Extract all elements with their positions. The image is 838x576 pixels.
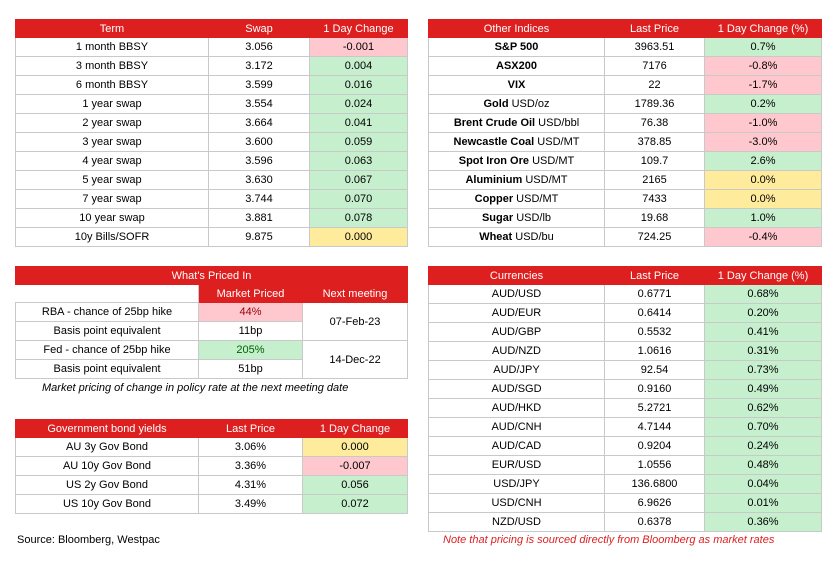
swap-table bbox=[15, 19, 408, 247]
rba-bp-label: Basis point equivalent bbox=[16, 322, 199, 341]
bond-row bbox=[16, 457, 408, 476]
swap-change: 0.078 bbox=[310, 209, 408, 228]
index-price: 3963.51 bbox=[605, 38, 705, 57]
bonds-header-name: Government bond yields bbox=[16, 420, 199, 438]
indices-header-name: Other Indices bbox=[429, 20, 605, 38]
swap-term: 10 year swap bbox=[16, 209, 209, 228]
currency-change: 0.62% bbox=[705, 399, 822, 418]
index-row bbox=[429, 133, 822, 152]
currency-pair: AUD/USD bbox=[429, 285, 605, 304]
currency-price: 0.6378 bbox=[605, 513, 705, 532]
index-name: Copper bbox=[474, 193, 514, 205]
index-change: 0.0% bbox=[705, 190, 822, 209]
swap-row bbox=[16, 38, 408, 57]
currency-change: 0.49% bbox=[705, 380, 822, 399]
swap-change: 0.059 bbox=[310, 133, 408, 152]
currency-pair: AUD/JPY bbox=[429, 361, 605, 380]
index-change: 0.2% bbox=[705, 95, 822, 114]
index-name-cell bbox=[429, 76, 605, 95]
currency-pair: AUD/SGD bbox=[429, 380, 605, 399]
index-name-cell bbox=[429, 228, 605, 247]
index-row bbox=[429, 228, 822, 247]
swap-term: 3 year swap bbox=[16, 133, 209, 152]
fed-bp-label: Basis point equivalent bbox=[16, 360, 199, 379]
bond-yields-body bbox=[16, 438, 408, 514]
index-name: ASX200 bbox=[496, 60, 537, 72]
swap-change: 0.024 bbox=[310, 95, 408, 114]
bond-row bbox=[16, 495, 408, 514]
currency-row bbox=[429, 513, 822, 532]
swap-row bbox=[16, 95, 408, 114]
index-row bbox=[429, 190, 822, 209]
currency-change: 0.68% bbox=[705, 285, 822, 304]
currency-row bbox=[429, 342, 822, 361]
bond-row bbox=[16, 476, 408, 495]
currency-row bbox=[429, 456, 822, 475]
currency-change: 0.24% bbox=[705, 437, 822, 456]
index-unit: USD/lb bbox=[513, 212, 552, 224]
swap-row bbox=[16, 76, 408, 95]
swap-row bbox=[16, 57, 408, 76]
currency-change: 0.01% bbox=[705, 494, 822, 513]
index-name-cell bbox=[429, 190, 605, 209]
currency-change: 0.41% bbox=[705, 323, 822, 342]
index-name: Brent Crude Oil bbox=[453, 117, 536, 129]
indices-header-change: 1 Day Change (%) bbox=[705, 20, 822, 38]
fed-chance-label: Fed - chance of 25bp hike bbox=[16, 341, 199, 360]
swap-term: 6 month BBSY bbox=[16, 76, 209, 95]
index-price: 109.7 bbox=[605, 152, 705, 171]
index-unit: USD/bbl bbox=[535, 117, 580, 129]
index-name-cell bbox=[429, 95, 605, 114]
swap-change: 0.041 bbox=[310, 114, 408, 133]
swap-value: 3.596 bbox=[209, 152, 310, 171]
swap-value: 3.744 bbox=[209, 190, 310, 209]
currency-price: 5.2721 bbox=[605, 399, 705, 418]
bond-name: AU 10y Gov Bond bbox=[16, 457, 199, 476]
index-row bbox=[429, 95, 822, 114]
swap-change: 0.070 bbox=[310, 190, 408, 209]
currency-pair: AUD/NZD bbox=[429, 342, 605, 361]
source-note: Source: Bloomberg, Westpac bbox=[17, 534, 160, 546]
swap-change: -0.001 bbox=[310, 38, 408, 57]
swap-value: 3.630 bbox=[209, 171, 310, 190]
currency-price: 0.6771 bbox=[605, 285, 705, 304]
swap-value: 3.554 bbox=[209, 95, 310, 114]
bond-price: 4.31% bbox=[199, 476, 303, 495]
fed-next-meeting: 14-Dec-22 bbox=[303, 341, 408, 379]
swap-header-term: Term bbox=[16, 20, 209, 38]
index-name: Gold bbox=[483, 98, 509, 110]
index-name: Newcastle Coal bbox=[453, 136, 535, 148]
index-price: 22 bbox=[605, 76, 705, 95]
index-change: -0.8% bbox=[705, 57, 822, 76]
swap-change: 0.004 bbox=[310, 57, 408, 76]
index-name: Aluminium bbox=[465, 174, 523, 186]
currency-row bbox=[429, 285, 822, 304]
swap-term: 4 year swap bbox=[16, 152, 209, 171]
index-name-cell bbox=[429, 114, 605, 133]
currency-price: 6.9626 bbox=[605, 494, 705, 513]
bond-row bbox=[16, 438, 408, 457]
currency-pair: AUD/CAD bbox=[429, 437, 605, 456]
index-price: 378.85 bbox=[605, 133, 705, 152]
currencies-table bbox=[428, 266, 822, 532]
rba-next-meeting: 07-Feb-23 bbox=[303, 303, 408, 341]
currency-price: 0.9160 bbox=[605, 380, 705, 399]
index-unit: USD/bu bbox=[512, 231, 554, 243]
index-row bbox=[429, 76, 822, 95]
currencies-header-price: Last Price bbox=[605, 267, 705, 285]
currency-change: 0.36% bbox=[705, 513, 822, 532]
currency-price: 4.7144 bbox=[605, 418, 705, 437]
index-unit: USD/MT bbox=[529, 155, 575, 167]
index-name-cell bbox=[429, 38, 605, 57]
index-name-cell bbox=[429, 57, 605, 76]
bond-name: US 2y Gov Bond bbox=[16, 476, 199, 495]
priced-in-table bbox=[15, 266, 408, 379]
currency-row bbox=[429, 361, 822, 380]
swap-value: 3.881 bbox=[209, 209, 310, 228]
index-name: VIX bbox=[507, 79, 526, 91]
currency-row bbox=[429, 494, 822, 513]
currency-row bbox=[429, 323, 822, 342]
rba-chance-row bbox=[16, 303, 408, 322]
currencies-table-body bbox=[429, 285, 822, 532]
index-row bbox=[429, 171, 822, 190]
index-price: 1789.36 bbox=[605, 95, 705, 114]
currency-pair: AUD/EUR bbox=[429, 304, 605, 323]
fed-chance-value: 205% bbox=[199, 341, 303, 360]
index-price: 724.25 bbox=[605, 228, 705, 247]
index-row bbox=[429, 57, 822, 76]
bond-change: -0.007 bbox=[303, 457, 408, 476]
currency-pair: AUD/GBP bbox=[429, 323, 605, 342]
currency-row bbox=[429, 380, 822, 399]
swap-header-swap: Swap bbox=[209, 20, 310, 38]
index-unit: USD/MT bbox=[522, 174, 568, 186]
indices-table-body bbox=[429, 38, 822, 247]
priced-in-blank-header bbox=[16, 285, 199, 303]
bond-change: 0.000 bbox=[303, 438, 408, 457]
currency-row bbox=[429, 418, 822, 437]
currency-price: 92.54 bbox=[605, 361, 705, 380]
swap-term: 3 month BBSY bbox=[16, 57, 209, 76]
swap-header-change: 1 Day Change bbox=[310, 20, 408, 38]
bond-price: 3.06% bbox=[199, 438, 303, 457]
index-name: Spot Iron Ore bbox=[458, 155, 530, 167]
index-unit: USD/MT bbox=[513, 193, 559, 205]
index-name-cell bbox=[429, 133, 605, 152]
rba-chance-label: RBA - chance of 25bp hike bbox=[16, 303, 199, 322]
bond-price: 3.36% bbox=[199, 457, 303, 476]
index-change: 0.7% bbox=[705, 38, 822, 57]
indices-table bbox=[428, 19, 822, 247]
currency-change: 0.20% bbox=[705, 304, 822, 323]
swap-value: 3.664 bbox=[209, 114, 310, 133]
currencies-header-pair: Currencies bbox=[429, 267, 605, 285]
swap-row bbox=[16, 114, 408, 133]
currency-pair: NZD/USD bbox=[429, 513, 605, 532]
index-change: 1.0% bbox=[705, 209, 822, 228]
currency-price: 0.5532 bbox=[605, 323, 705, 342]
swap-value: 3.056 bbox=[209, 38, 310, 57]
currency-row bbox=[429, 437, 822, 456]
currency-change: 0.31% bbox=[705, 342, 822, 361]
currency-price: 1.0556 bbox=[605, 456, 705, 475]
swap-term: 5 year swap bbox=[16, 171, 209, 190]
fed-bp-value: 51bp bbox=[199, 360, 303, 379]
swap-row bbox=[16, 190, 408, 209]
currency-pair: USD/CNH bbox=[429, 494, 605, 513]
swap-change: 0.067 bbox=[310, 171, 408, 190]
index-name-cell bbox=[429, 209, 605, 228]
pricing-disclaimer: Note that pricing is sourced directly from Bloomberg as market rates bbox=[443, 534, 775, 546]
index-change: -3.0% bbox=[705, 133, 822, 152]
currency-pair: USD/JPY bbox=[429, 475, 605, 494]
bond-change: 0.072 bbox=[303, 495, 408, 514]
bond-name: AU 3y Gov Bond bbox=[16, 438, 199, 457]
swap-term: 7 year swap bbox=[16, 190, 209, 209]
index-change: -0.4% bbox=[705, 228, 822, 247]
swap-row bbox=[16, 228, 408, 247]
index-name: Sugar bbox=[481, 212, 514, 224]
bond-change: 0.056 bbox=[303, 476, 408, 495]
bonds-header-change: 1 Day Change bbox=[303, 420, 408, 438]
index-row bbox=[429, 38, 822, 57]
swap-value: 3.600 bbox=[209, 133, 310, 152]
index-price: 19.68 bbox=[605, 209, 705, 228]
swap-row bbox=[16, 152, 408, 171]
index-change: -1.0% bbox=[705, 114, 822, 133]
currency-price: 1.0616 bbox=[605, 342, 705, 361]
market-priced-header: Market Priced bbox=[199, 285, 303, 303]
currency-price: 136.6800 bbox=[605, 475, 705, 494]
currency-row bbox=[429, 399, 822, 418]
swap-term: 1 month BBSY bbox=[16, 38, 209, 57]
swap-change: 0.016 bbox=[310, 76, 408, 95]
swap-row bbox=[16, 171, 408, 190]
currency-price: 0.9204 bbox=[605, 437, 705, 456]
index-price: 2165 bbox=[605, 171, 705, 190]
currency-change: 0.73% bbox=[705, 361, 822, 380]
index-change: 0.0% bbox=[705, 171, 822, 190]
swap-value: 9.875 bbox=[209, 228, 310, 247]
currency-pair: EUR/USD bbox=[429, 456, 605, 475]
currency-row bbox=[429, 475, 822, 494]
swap-term: 10y Bills/SOFR bbox=[16, 228, 209, 247]
index-name: Wheat bbox=[479, 231, 513, 243]
currency-change: 0.04% bbox=[705, 475, 822, 494]
index-row bbox=[429, 114, 822, 133]
swap-value: 3.172 bbox=[209, 57, 310, 76]
index-unit: USD/MT bbox=[534, 136, 580, 148]
index-price: 7433 bbox=[605, 190, 705, 209]
currency-change: 0.48% bbox=[705, 456, 822, 475]
priced-in-title: What's Priced In bbox=[16, 267, 408, 285]
bond-name: US 10y Gov Bond bbox=[16, 495, 199, 514]
swap-term: 1 year swap bbox=[16, 95, 209, 114]
index-price: 7176 bbox=[605, 57, 705, 76]
swap-change: 0.063 bbox=[310, 152, 408, 171]
index-row bbox=[429, 152, 822, 171]
rba-bp-value: 11bp bbox=[199, 322, 303, 341]
index-price: 76.38 bbox=[605, 114, 705, 133]
bonds-header-price: Last Price bbox=[199, 420, 303, 438]
swap-row bbox=[16, 133, 408, 152]
next-meeting-header: Next meeting bbox=[303, 285, 408, 303]
index-unit: USD/oz bbox=[508, 98, 550, 110]
priced-in-footnote: Market pricing of change in policy rate at the next meeting date bbox=[42, 382, 349, 394]
rba-chance-value: 44% bbox=[199, 303, 303, 322]
index-name-cell bbox=[429, 171, 605, 190]
currency-price: 0.6414 bbox=[605, 304, 705, 323]
swap-row bbox=[16, 209, 408, 228]
fed-chance-row bbox=[16, 341, 408, 360]
currencies-header-change: 1 Day Change (%) bbox=[705, 267, 822, 285]
index-row bbox=[429, 209, 822, 228]
currency-pair: AUD/CNH bbox=[429, 418, 605, 437]
index-name-cell bbox=[429, 152, 605, 171]
swap-term: 2 year swap bbox=[16, 114, 209, 133]
index-change: -1.7% bbox=[705, 76, 822, 95]
currency-pair: AUD/HKD bbox=[429, 399, 605, 418]
indices-header-price: Last Price bbox=[605, 20, 705, 38]
bond-yields-table bbox=[15, 419, 408, 514]
swap-table-body bbox=[16, 38, 408, 247]
swap-change: 0.000 bbox=[310, 228, 408, 247]
bond-price: 3.49% bbox=[199, 495, 303, 514]
index-change: 2.6% bbox=[705, 152, 822, 171]
swap-value: 3.599 bbox=[209, 76, 310, 95]
currency-row bbox=[429, 304, 822, 323]
index-name: S&P 500 bbox=[494, 41, 539, 53]
currency-change: 0.70% bbox=[705, 418, 822, 437]
